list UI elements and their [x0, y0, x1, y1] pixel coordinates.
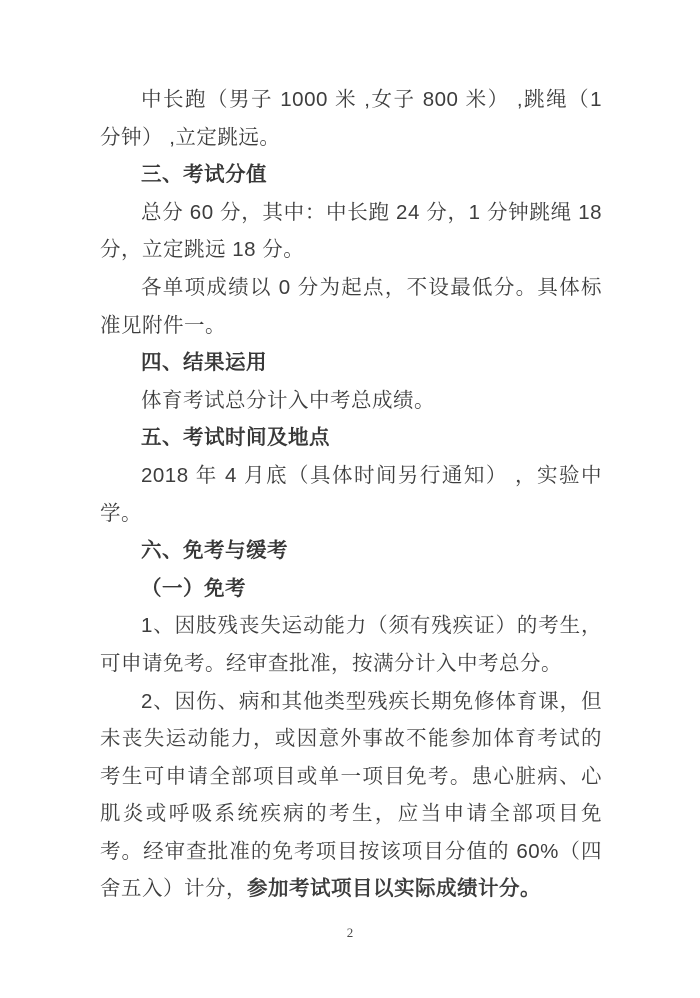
paragraph-exemption-rule-1: 1、因肢残丧失运动能力（须有残疾证）的考生，可申请免考。经审查批准，按满分计入中考总分。: [100, 614, 602, 675]
document-body: [100, 81, 602, 908]
paragraph-scoring-baseline: 各单项成绩以 0 分为起点，不设最低分。具体标准见附件一。: [100, 275, 602, 337]
paragraph-continuation-items: 中长跑（男子 1000 米 ,女子 800 米） ,跳绳（1 分钟） ,立定跳远。: [100, 88, 602, 149]
section-heading-exam-scores: 三、考试分值: [141, 163, 267, 187]
section-heading-result-usage: 四、结果运用: [141, 351, 267, 375]
section-heading-exemption-postponement: 六、免考与缓考: [141, 539, 288, 563]
paragraph-result-usage: 体育考试总分计入中考总成绩。: [141, 388, 435, 412]
section-heading-time-place: 五、考试时间及地点: [141, 426, 330, 450]
paragraph-exemption-rule-2-bold: 参加考试项目以实际成绩计分。: [247, 877, 541, 901]
paragraph-exemption-rule-2-normal: 2、因伤、病和其他类型残疾长期免修体育课，但未丧失运动能力，或因意外事故不能参加体育考试的考生可申请全部项目或单一项目免考。患心脏病、心肌炎或呼吸系统疾病的考生，应当申请全部项目免考。经审查批准的免考项目按该项目分值的 60%（四舍五入）计分，: [100, 689, 602, 901]
paragraph-time-place: 2018 年 4 月底（具体时间另行通知） ，实验中学。: [100, 463, 602, 525]
subsection-heading-exemption: （一）免考: [141, 576, 246, 600]
page-number: 2: [346, 925, 354, 940]
paragraph-total-score: 总分 60 分，其中：中长跑 24 分，1 分钟跳绳 18 分，立定跳远 18 分。: [100, 200, 602, 262]
paragraph-exemption-rule-2: [100, 683, 602, 909]
